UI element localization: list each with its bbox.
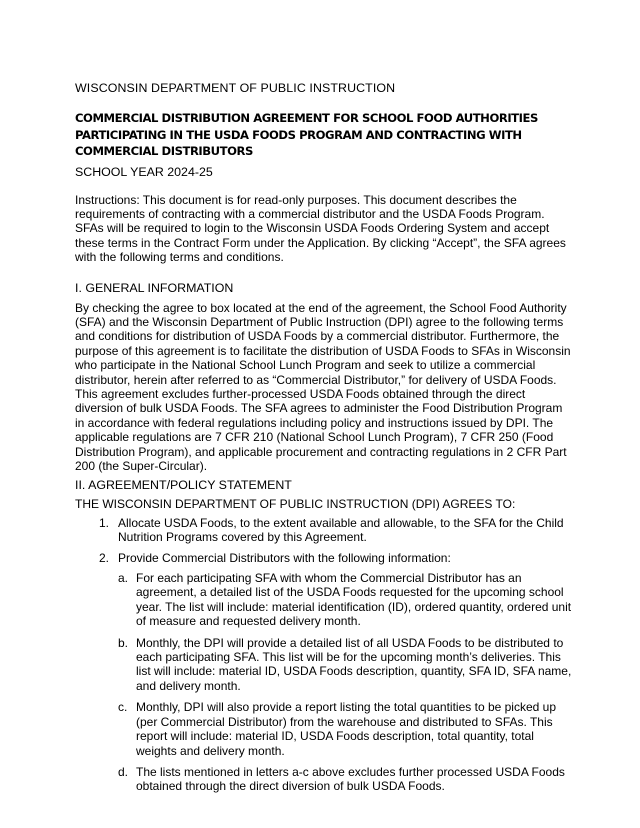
school-year: SCHOOL YEAR 2024-25 <box>75 164 213 179</box>
list-item <box>75 516 575 545</box>
instructions-paragraph: Instructions: This document is for read-only purposes. This document describes the requirements of contracting with a commercial distributor and the USDA Foods Program. SFAs will be required to login to the Wisconsin USDA Foods Ordering System and accept these terms in the Contract Form under the Application. By clicking “Accept”, the SFA agrees with the following terms and conditions. <box>75 192 566 265</box>
section-general-information-heading: I. GENERAL INFORMATION <box>75 280 234 295</box>
sub-item-text: The lists mentioned in letters a-c above excludes further processed USDA Foods obtained through the direct diversion of bulk USDA Foods. <box>136 764 565 794</box>
sub-item-letter: d. <box>118 764 129 779</box>
list-item-text: Provide Commercial Distributors with the following information: <box>118 550 451 565</box>
list-item-number: 2. <box>99 550 110 565</box>
sub-list-item <box>118 765 575 794</box>
sub-list-item <box>118 571 575 629</box>
document-title: COMMERCIAL DISTRIBUTION AGREEMENT FOR SCHOOL FOOD AUTHORITIES PARTICIPATING IN THE USDA FOODS PROGRAM AND CONTRACTING WITH COMMERCIAL DISTRIBUTORS <box>75 111 538 158</box>
list-item <box>75 551 575 794</box>
general-information-paragraph: By checking the agree to box located at the end of the agreement, the School Food Authority (SFA) and the Wisconsin Department of Public Instruction (DPI) agree to the following terms and conditions for distribution of USDA Foods by a commercial distributor. Furthermore, the purpose of this agreement is to facilitate the distribution of USDA Foods to SFAs in Wisconsin who participate in the National School Lunch Program and seek to utilize a commercial distributor, herein after referred to as “Commercial Distributor,” for delivery of USDA Foods. This agreement excludes further-processed USDA Foods obtained through the direct diversion of bulk USDA Foods. The SFA agrees to administer the Food Distribution Program in accordance with federal regulations including policy and instructions issued by DPI. The applicable regulations are 7 CFR 210 (National School Lunch Program), 7 CFR 250 (Food Distribution Program), and applicable procurement and contracting regulations in 2 CFR Part 200 (the Super-Circular). <box>75 300 571 473</box>
sub-item-text: Monthly, the DPI will provide a detailed list of all USDA Foods to be distributed to each participating SFA. This list will be for the upcoming month’s deliveries. This list will include: material ID, USDA Foods description, quantity, SFA ID, SFA name, and delivery month. <box>136 635 572 693</box>
sub-list-item <box>118 700 575 758</box>
sub-item-letter: b. <box>118 635 129 650</box>
list-item-number: 1. <box>99 515 110 530</box>
dpi-agrees-statement: THE WISCONSIN DEPARTMENT OF PUBLIC INSTRUCTION (DPI) AGREES TO: <box>75 497 516 512</box>
sub-list-item <box>118 636 575 694</box>
list-item-text: Allocate USDA Foods, to the extent available and allowable, to the SFA for the Child Nutrition Programs covered by this Agreement. <box>118 515 564 545</box>
department-name: WISCONSIN DEPARTMENT OF PUBLIC INSTRUCTION <box>75 81 396 95</box>
agreement-list <box>75 516 575 794</box>
sub-list <box>118 571 575 794</box>
section-agreement-heading: II. AGREEMENT/POLICY STATEMENT <box>75 478 292 493</box>
sub-item-text: Monthly, DPI will also provide a report listing the total quantities to be picked up (per Commercial Distributor) from the warehouse and distributed to SFAs. This report will include: material ID, USDA Foods description, total quantity, total weights and delivery month. <box>136 700 556 758</box>
sub-item-text: For each participating SFA with whom the Commercial Distributor has an agreement, a detailed list of the USDA Foods requested for the upcoming school year. The list will include: material identification (ID), ordered quantity, ordered unit of measure and requested delivery month. <box>136 571 572 629</box>
sub-item-letter: c. <box>118 700 128 715</box>
sub-item-letter: a. <box>118 571 129 586</box>
document-page <box>75 81 575 801</box>
